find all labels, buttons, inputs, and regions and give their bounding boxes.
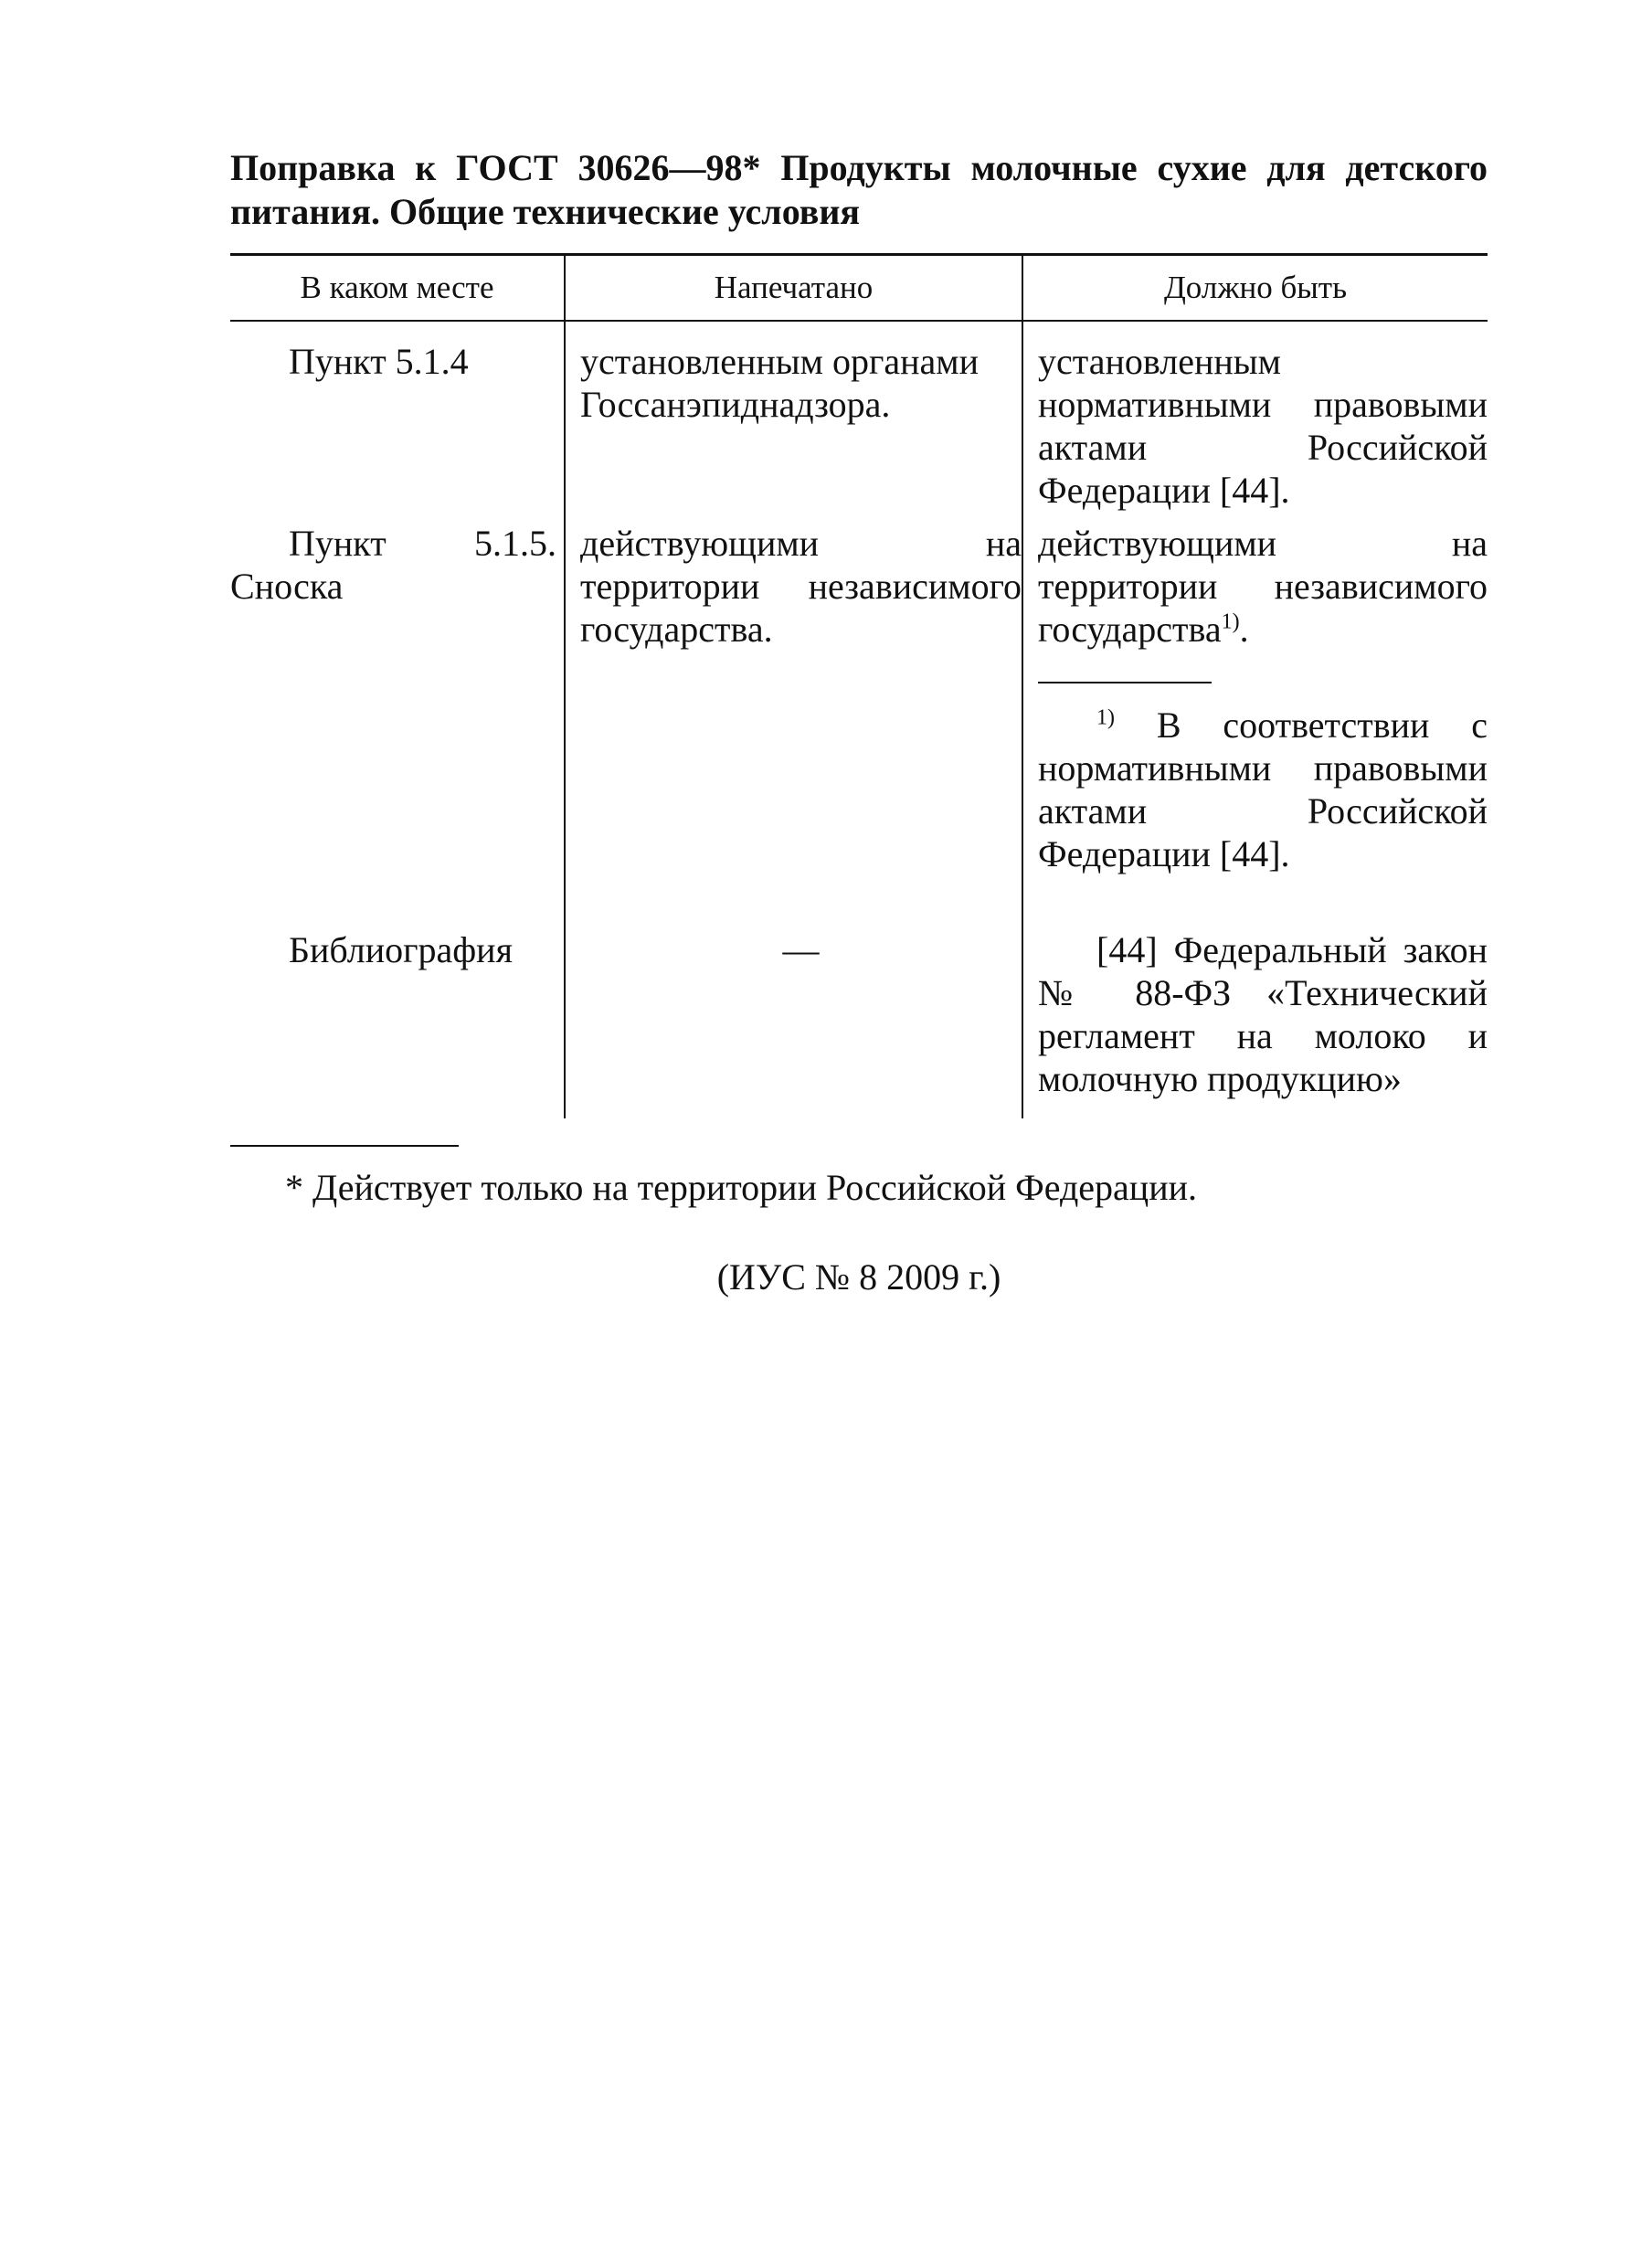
footnote-rule <box>230 1145 459 1147</box>
cell-should-be: [44] Федеральный закон № 88-ФЗ «Технический регламент на молоко и молочную продукцию» <box>1022 875 1488 1118</box>
should-be-text <box>1038 522 1488 651</box>
table-row <box>230 512 1488 875</box>
source-reference: (ИУС № 8 2009 г.) <box>716 1256 1001 1298</box>
cell-should-be: установленным нормативными правовыми актами Российской Федерации [44]. <box>1022 321 1488 512</box>
cell-place: Библиография <box>289 929 513 970</box>
cell-should-be <box>1022 512 1488 875</box>
corrections-table <box>230 253 1488 1118</box>
cell-place: Пункт 5.1.4 <box>289 341 469 382</box>
footnote-text: * Действует только на территории Российской Федерации. <box>285 1167 1198 1208</box>
cell-printed: — <box>565 875 1022 1118</box>
column-header-place: В каком месте <box>230 255 565 322</box>
footnote-marker: 1) <box>1096 705 1115 730</box>
table-header-row <box>230 255 1488 322</box>
cell-printed: установленным органами Госсанэпиднадзора. <box>565 321 1022 512</box>
column-header-should-be: Должно быть <box>1022 255 1488 322</box>
footnote-separator <box>1038 682 1212 683</box>
should-be-main: действующими на территории независимого государства <box>1038 523 1488 650</box>
cell-place: Пункт 5.1.5. Сноска <box>230 523 556 607</box>
inner-footnote-text: В соответствии с нормативными правовыми актами Российской Федерации [44]. <box>1038 704 1488 874</box>
table-row <box>230 875 1488 1118</box>
should-be-end: . <box>1239 609 1249 650</box>
cell-printed: действующими на территории независимого государства. <box>565 512 1022 875</box>
column-header-printed: Напечатано <box>565 255 1022 322</box>
page-title: Поправка к ГОСТ 30626—98* Продукты молочные сухие для детского питания. Общие технические условия <box>230 147 1488 232</box>
inner-footnote <box>1038 704 1488 875</box>
table-row <box>230 321 1488 512</box>
footnote-ref: 1) <box>1221 609 1240 634</box>
